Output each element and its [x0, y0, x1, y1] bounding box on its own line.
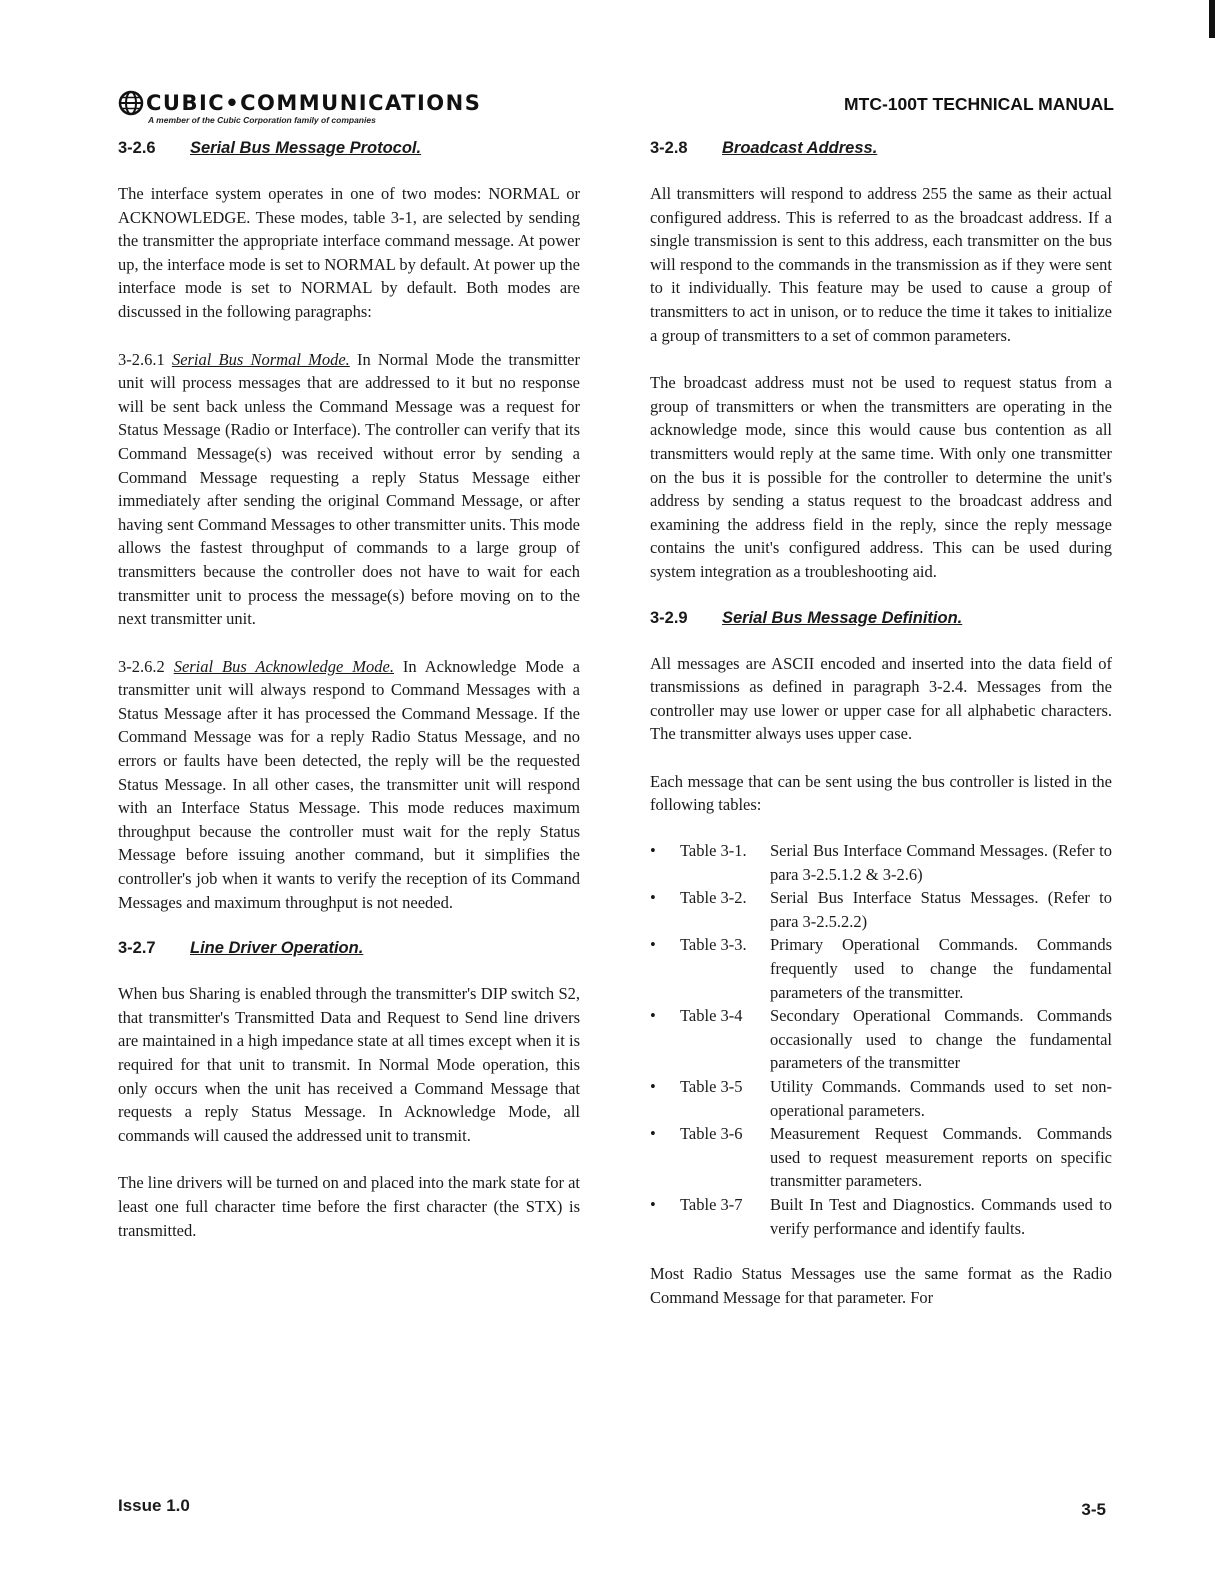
list-item: [650, 1075, 1112, 1122]
section-number: 3-2.9: [650, 608, 688, 627]
bullet: •: [650, 1006, 656, 1026]
section-number: 3-2.6: [118, 139, 156, 157]
left-column: [118, 136, 580, 1242]
table-description: Serial Bus Interface Command Messages. (Refer to para 3-2.5.1.2 & 3-2.6): [770, 841, 1112, 884]
page-number: 3-5: [1081, 1500, 1106, 1519]
table-list: [650, 839, 1112, 1240]
section-title: Line Driver Operation.: [190, 939, 364, 958]
section-title: Broadcast Address.: [722, 139, 878, 157]
bullet: •: [650, 1124, 656, 1144]
subsection-text: In Acknowledge Mode a transmitter unit will always respond to Command Messages with a Status Message after it has processed the Command Message. If the Command Message was for a reply Radio Status Message, and no errors or faults have been detected, the reply will be the requested Status Message. In all other cases, the transmitter unit will respond with an Interface Status Message. This mode reduces maximum throughput because the controller must wait for the reply Status Message before issuing another command, but it simplifies the controller's job when it wants to verify the reception of its Command Messages and maximum throughput is not needed.: [118, 656, 580, 912]
table-number: Table 3-6: [680, 1124, 743, 1144]
bullet: •: [650, 841, 656, 861]
list-item: [650, 886, 1112, 933]
table-number: Table 3-1.: [680, 841, 747, 861]
cubic-globe-icon: [118, 90, 144, 116]
paragraph-3-2-6-2: [118, 655, 580, 915]
paragraph: The broadcast address must not be used to request status from a group of transmitters or when the transmitters are operating in the acknowledge mode, since this would cause bus contention as all transmitters would reply at the same time. With only one transmitter on the bus it is possible for the controller to determine the unit's address by sending a status request to the broadcast address and examining the address field in the reply, since the reply message contains the unit's configured address. This can be used during system integration as a troubleshooting aid.: [650, 373, 1112, 581]
list-item: [650, 839, 1112, 886]
subsection-number: 3-2.6.1: [118, 349, 165, 369]
paragraph: The line drivers will be turned on and placed into the mark state for at least one full character time before the first character (the STX) is transmitted.: [118, 1173, 580, 1240]
paragraph: Most Radio Status Messages use the same format as the Radio Command Message for that parameter. For: [650, 1264, 1112, 1307]
company-logo: [118, 90, 481, 125]
section-heading-3-2-7: [118, 936, 580, 960]
section-heading-3-2-6: [118, 136, 580, 160]
section-heading-3-2-8: [650, 136, 1112, 160]
table-description: Serial Bus Interface Status Messages. (Refer to para 3-2.5.2.2): [770, 888, 1112, 931]
list-item: [650, 1193, 1112, 1240]
subsection-text: In Normal Mode the transmitter unit will process messages that are addressed to it but no response will be sent back unless the Command Message was a request for Status Message (Radio or Interface). The controller can verify that its Command Message(s) was received without error by sending a Command Message requesting a reply Status Message either immediately after sending the original Command Message, or after having sent Command Messages to other transmitter units. This mode allows the fastest throughput of commands to a large group of transmitters because the controller does not have to wait for each transmitter unit to process the message(s) before moving on to the next transmitter unit.: [118, 349, 580, 629]
section-heading-3-2-9: [650, 606, 1112, 630]
table-number: Table 3-3.: [680, 935, 747, 955]
paragraph: The interface system operates in one of two modes: NORMAL or ACKNOWLEDGE. These modes, table 3-1, are selected by sending the transmitter the appropriate interface command message. At power up, the interface mode is set to NORMAL by default. At power up the interface mode is set to NORMAL by default. Both modes are discussed in the following paragraphs:: [118, 184, 580, 321]
table-number: Table 3-7: [680, 1194, 743, 1214]
paragraph: All messages are ASCII encoded and inserted into the data field of transmissions as defined in paragraph 3-2.4. Messages from the controller may use lower or upper case for all alphabetic characters. The transmitter always uses upper case.: [650, 653, 1112, 744]
list-item: [650, 1122, 1112, 1193]
list-item: [650, 933, 1112, 1004]
section-title: Serial Bus Message Protocol.: [190, 139, 422, 157]
paragraph: All transmitters will respond to address 255 the same as their actual configured address. This is referred to as the broadcast address. If a single transmission is sent to this address, each transmitter on the bus will respond to the commands in the transmission as if they were sent to it individually. This feature may be used to cause a group of transmitters to act in unison, or to reduce the time it takes to initialize a group of transmitters to a set of common parameters.: [650, 184, 1112, 345]
table-description: Secondary Operational Commands. Commands occasionally used to change the fundamental parameters of the transmitter: [770, 1006, 1112, 1073]
right-column: [650, 136, 1112, 1309]
table-description: Measurement Request Commands. Commands used to request measurement reports on specific transmitter parameters.: [770, 1124, 1112, 1191]
logo-wordmark: CUBIC•COMMUNICATIONS: [146, 91, 482, 115]
section-number: 3-2.8: [650, 139, 688, 157]
list-item: [650, 1004, 1112, 1075]
table-number: Table 3-5: [680, 1077, 743, 1096]
table-description: Primary Operational Commands. Commands frequently used to change the fundamental parameters of the transmitter.: [770, 935, 1112, 1002]
bullet: •: [650, 1194, 656, 1214]
table-number: Table 3-2.: [680, 888, 747, 908]
subsection-number: 3-2.6.2: [118, 656, 165, 676]
paragraph-3-2-6-1: [118, 348, 580, 631]
table-description: Built In Test and Diagnostics. Commands used to verify performance and identify faults.: [770, 1194, 1112, 1238]
table-description: Utility Commands. Commands used to set non-operational parameters.: [770, 1077, 1112, 1120]
bullet: •: [650, 935, 656, 955]
paragraph: When bus Sharing is enabled through the transmitter's DIP switch S2, that transmitter's Transmitted Data and Request to Send line drivers are maintained in a high impedance state at all times except when it is required for that unit to transmit. In Normal Mode operation, this only occurs when the unit has received a Command Message that requests a reply Status Message. In Acknowledge Mode, all commands will caused the addressed unit to transmit.: [118, 984, 580, 1145]
issue-label: Issue 1.0: [118, 1496, 190, 1515]
section-title: Serial Bus Message Definition.: [722, 608, 963, 627]
paragraph: Each message that can be sent using the bus controller is listed in the following tables:: [650, 771, 1112, 815]
table-number: Table 3-4: [680, 1006, 743, 1026]
subsection-title: Serial Bus Normal Mode.: [171, 349, 350, 369]
logo-tagline: A member of the Cubic Corporation family of companies: [148, 115, 376, 125]
manual-title: MTC-100T TECHNICAL MANUAL: [844, 94, 1114, 114]
scan-edge-mark: [1209, 0, 1215, 38]
subsection-title: Serial Bus Acknowledge Mode.: [173, 656, 394, 676]
section-number: 3-2.7: [118, 939, 156, 958]
bullet: •: [650, 888, 656, 908]
bullet: •: [650, 1077, 656, 1096]
